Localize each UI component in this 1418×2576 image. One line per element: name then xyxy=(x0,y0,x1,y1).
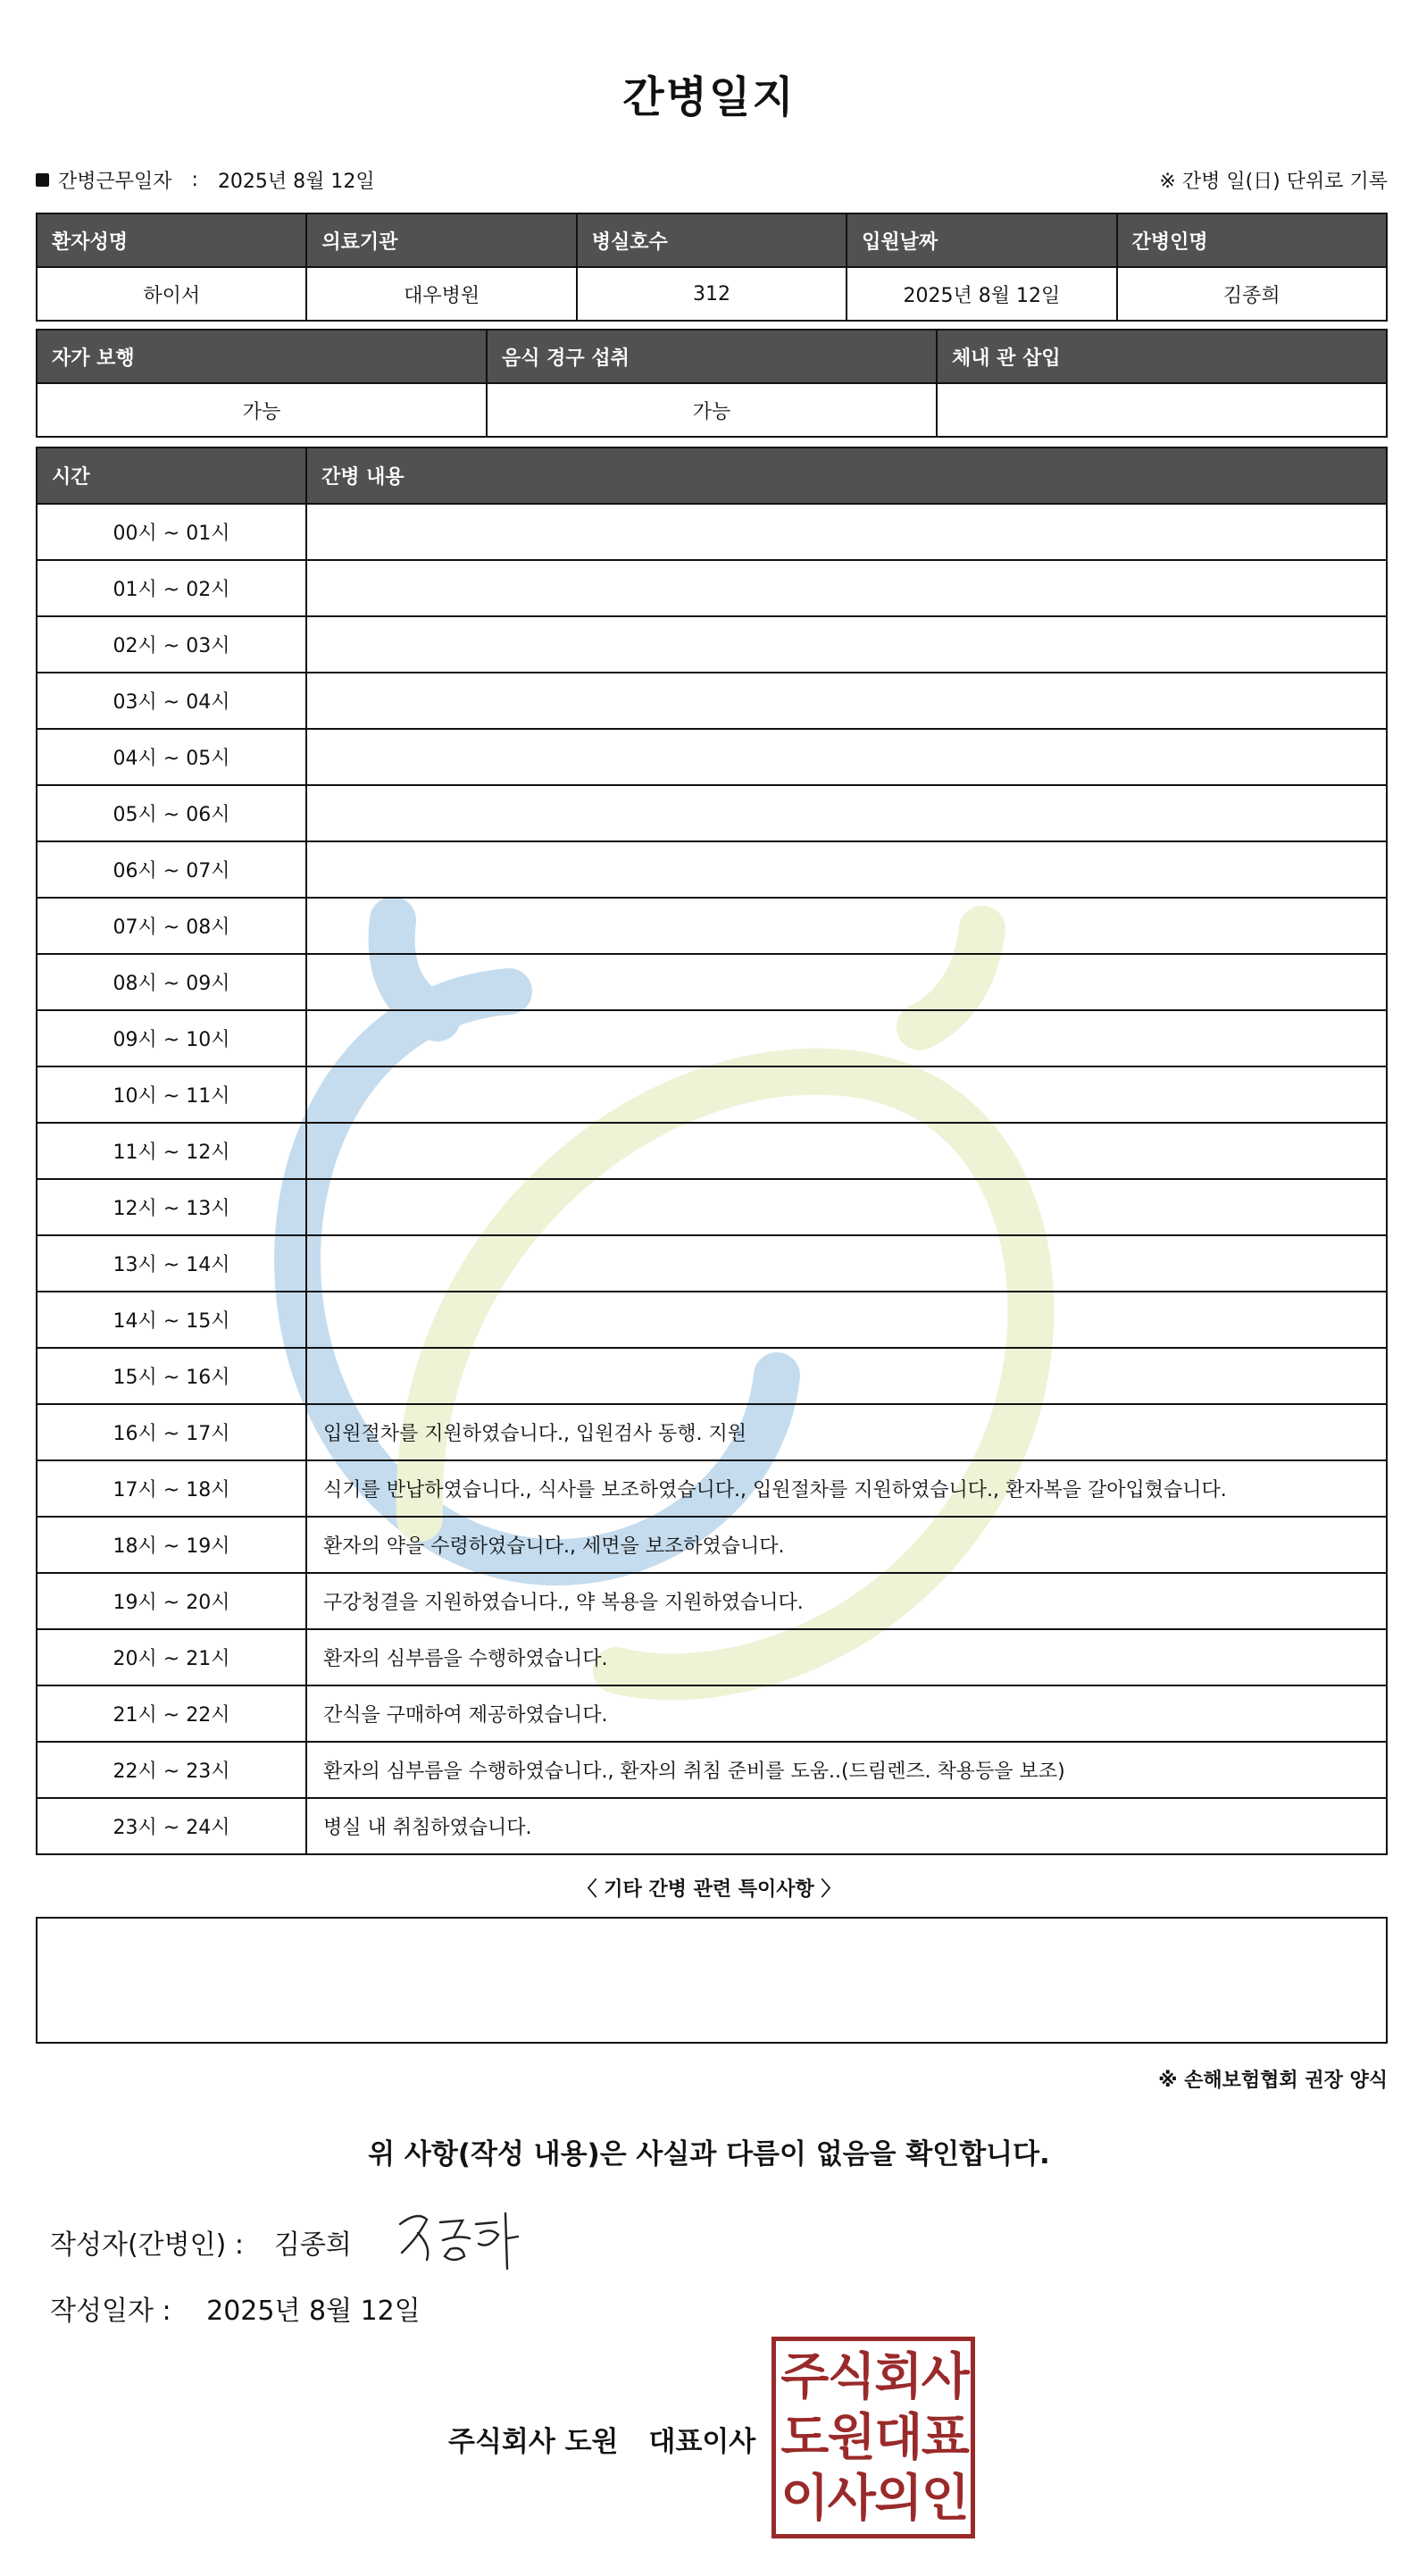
remarks-title: 〈 기타 간병 관련 특이사항 〉 xyxy=(577,1878,841,1901)
oral-intake-value: 가능 xyxy=(487,383,937,437)
company-name: 주식회사 도원 xyxy=(448,2426,619,2458)
time-slot-cell: 20시 ~ 21시 xyxy=(37,1629,306,1685)
care-content-cell xyxy=(306,1179,1387,1235)
table-row xyxy=(37,954,1387,1010)
table-row xyxy=(37,1348,1387,1404)
time-slot-cell: 01시 ~ 02시 xyxy=(37,560,306,616)
care-content-cell: 식기를 반납하였습니다., 식사를 보조하였습니다., 입원절차를 지원하였습니다., 환자복을 갈아입혔습니다. xyxy=(306,1460,1387,1517)
time-slot-cell: 06시 ~ 07시 xyxy=(37,841,306,898)
company-line xyxy=(448,2419,755,2459)
care-content-cell: 병실 내 취침하였습니다. xyxy=(306,1798,1387,1854)
caregiver-name-value: 김종희 xyxy=(1117,267,1387,321)
table-row xyxy=(37,841,1387,898)
room-number-value: 312 xyxy=(577,267,847,321)
admission-date-value: 2025년 8월 12일 xyxy=(847,267,1116,321)
table-row xyxy=(37,1629,1387,1685)
table-row xyxy=(37,616,1387,673)
time-slot-cell: 08시 ~ 09시 xyxy=(37,954,306,1010)
table-row xyxy=(37,1179,1387,1235)
header-admission-date: 입원날짜 xyxy=(847,213,1116,267)
time-slot-cell: 05시 ~ 06시 xyxy=(37,785,306,841)
header-hospital: 의료기관 xyxy=(306,213,576,267)
table-row xyxy=(37,560,1387,616)
care-content-cell xyxy=(306,898,1387,954)
time-slot-cell: 23시 ~ 24시 xyxy=(37,1798,306,1854)
form-note: ※ 손해보험협회 권장 양식 xyxy=(1158,2070,1388,2092)
time-slot-cell: 00시 ~ 01시 xyxy=(37,504,306,560)
time-slot-cell: 17시 ~ 18시 xyxy=(37,1460,306,1517)
time-slot-cell: 12시 ~ 13시 xyxy=(37,1179,306,1235)
written-date-value: 2025년 8월 12일 xyxy=(206,2296,421,2327)
care-content-cell: 간식을 구매하여 제공하였습니다. xyxy=(306,1685,1387,1742)
care-content-cell: 구강청결을 지원하였습니다., 약 복용을 지원하였습니다. xyxy=(306,1573,1387,1629)
work-date-separator: : xyxy=(191,169,198,191)
writer-name: 김종희 xyxy=(273,2229,352,2261)
header-self-walking: 자가 보행 xyxy=(37,330,487,383)
table-row xyxy=(37,673,1387,729)
table-row xyxy=(37,1573,1387,1629)
hospital-value: 대우병원 xyxy=(306,267,576,321)
table-row xyxy=(37,1517,1387,1573)
time-slot-cell: 13시 ~ 14시 xyxy=(37,1235,306,1292)
time-slot-cell: 04시 ~ 05시 xyxy=(37,729,306,785)
time-slot-cell: 11시 ~ 12시 xyxy=(37,1123,306,1179)
care-content-cell xyxy=(306,616,1387,673)
remarks-box xyxy=(36,1917,1388,2044)
handwritten-signature xyxy=(391,2197,543,2278)
time-slot-cell: 16시 ~ 17시 xyxy=(37,1404,306,1460)
written-date-label: 작성일자 : xyxy=(50,2296,171,2327)
table-row xyxy=(37,1685,1387,1742)
table-row xyxy=(37,1404,1387,1460)
care-content-cell xyxy=(306,673,1387,729)
time-slot-cell: 07시 ~ 08시 xyxy=(37,898,306,954)
confirmation-statement: 위 사항(작성 내용)은 사실과 다름이 없음을 확인합니다. xyxy=(368,2138,1050,2170)
table-row xyxy=(37,1292,1387,1348)
time-slot-cell: 19시 ~ 20시 xyxy=(37,1573,306,1629)
table-row xyxy=(37,504,1387,560)
table-row xyxy=(37,1460,1387,1517)
care-content-cell xyxy=(306,1123,1387,1179)
table-row xyxy=(37,785,1387,841)
patient-ability-table xyxy=(36,329,1388,438)
header-room-number: 병실호수 xyxy=(577,213,847,267)
care-content-cell xyxy=(306,954,1387,1010)
care-content-cell xyxy=(306,1235,1387,1292)
care-content-cell: 환자의 심부름을 수행하였습니다. xyxy=(306,1629,1387,1685)
care-content-cell xyxy=(306,841,1387,898)
time-slot-cell: 10시 ~ 11시 xyxy=(37,1066,306,1123)
time-slot-cell: 09시 ~ 10시 xyxy=(37,1010,306,1066)
work-date-value: 2025년 8월 12일 xyxy=(217,171,375,193)
care-content-cell xyxy=(306,1348,1387,1404)
writer-line xyxy=(50,2222,352,2262)
time-slot-cell: 18시 ~ 19시 xyxy=(37,1517,306,1573)
patient-info-table xyxy=(36,213,1388,322)
table-row xyxy=(37,1798,1387,1854)
care-content-cell xyxy=(306,1066,1387,1123)
header-tube-insertion: 체내 관 삽입 xyxy=(937,330,1387,383)
care-content-cell xyxy=(306,729,1387,785)
table-row xyxy=(37,1010,1387,1066)
time-slot-cell: 14시 ~ 15시 xyxy=(37,1292,306,1348)
care-content-cell xyxy=(306,1010,1387,1066)
table-row xyxy=(37,898,1387,954)
care-content-cell xyxy=(306,1292,1387,1348)
care-content-cell xyxy=(306,785,1387,841)
table-row xyxy=(37,1066,1387,1123)
company-role: 대표이사 xyxy=(648,2426,756,2458)
time-slot-cell: 22시 ~ 23시 xyxy=(37,1742,306,1798)
table-row xyxy=(37,1742,1387,1798)
company-seal-stamp: 주 식 회 사 도 원 대 표 이 사 의 인 xyxy=(772,2337,975,2538)
table-row xyxy=(37,729,1387,785)
table-row xyxy=(37,1123,1387,1179)
time-slot-cell: 15시 ~ 16시 xyxy=(37,1348,306,1404)
work-date-row xyxy=(36,166,1388,197)
record-note: ※ 간병 일(日) 단위로 기록 xyxy=(1159,171,1388,193)
table-row xyxy=(37,1235,1387,1292)
care-content-cell: 환자의 심부름을 수행하였습니다., 환자의 취침 준비를 도움..(드림렌즈. 착용등을 보조) xyxy=(306,1742,1387,1798)
time-slot-cell: 03시 ~ 04시 xyxy=(37,673,306,729)
self-walking-value: 가능 xyxy=(37,383,487,437)
care-log-body xyxy=(37,504,1387,1854)
written-date-line xyxy=(50,2288,421,2328)
care-content-cell xyxy=(306,560,1387,616)
care-content-cell: 환자의 약을 수령하였습니다., 세면을 보조하였습니다. xyxy=(306,1517,1387,1573)
header-patient-name: 환자성명 xyxy=(37,213,306,267)
writer-label: 작성자(간병인) : xyxy=(50,2229,244,2261)
care-content-cell: 입원절차를 지원하였습니다., 입원검사 동행. 지원 xyxy=(306,1404,1387,1460)
care-content-cell xyxy=(306,504,1387,560)
care-log-table xyxy=(36,447,1388,1855)
tube-insertion-value xyxy=(937,383,1387,437)
bullet-square-icon xyxy=(36,173,49,187)
header-oral-intake: 음식 경구 섭취 xyxy=(487,330,937,383)
time-slot-cell: 02시 ~ 03시 xyxy=(37,616,306,673)
time-slot-cell: 21시 ~ 22시 xyxy=(37,1685,306,1742)
header-time: 시간 xyxy=(37,447,306,504)
header-care-content: 간병 내용 xyxy=(306,447,1387,504)
header-caregiver-name: 간병인명 xyxy=(1117,213,1387,267)
page-title: 간병일지 xyxy=(622,72,796,122)
patient-name-value: 하이서 xyxy=(37,267,306,321)
work-date-label: 간병근무일자 xyxy=(58,171,172,193)
